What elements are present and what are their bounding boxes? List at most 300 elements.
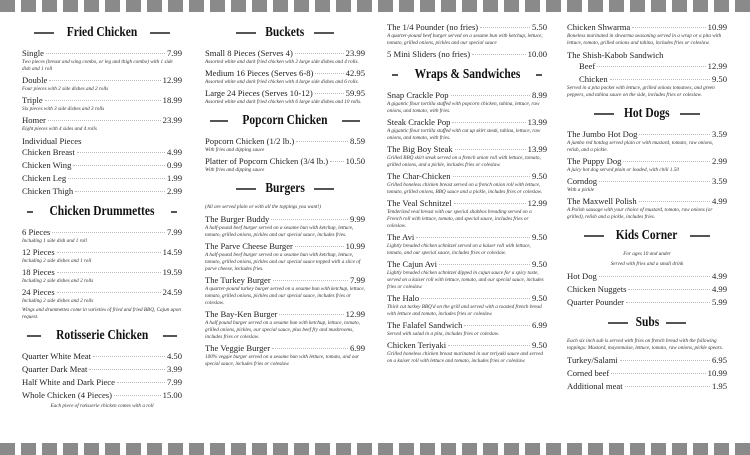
menu-item-row — [205, 48, 365, 59]
item-price: 9.50 — [531, 259, 547, 269]
menu-item-row — [567, 176, 727, 187]
menu-item — [22, 267, 182, 285]
dot-leader — [639, 134, 710, 135]
bottom-stripe-border — [0, 443, 750, 455]
menu-item-row — [205, 309, 365, 320]
item-price: 23.99 — [345, 48, 365, 58]
menu-item-row — [205, 68, 365, 79]
dot-leader — [620, 360, 710, 361]
menu-item — [567, 61, 727, 72]
item-name: Chicken Shwarma — [567, 22, 631, 32]
item-price: 5.50 — [531, 22, 547, 32]
item-name: Corndog — [567, 176, 598, 186]
item-name: The Cajun Avi — [387, 259, 437, 269]
dot-leader — [639, 201, 710, 202]
menu-item — [22, 287, 182, 305]
menu-item — [387, 117, 547, 142]
menu-section — [205, 180, 365, 368]
menu-item — [387, 171, 547, 196]
menu-column-3 — [387, 22, 547, 367]
item-description: With a pickle — [567, 187, 595, 193]
menu-section — [22, 327, 182, 410]
menu-item — [205, 88, 365, 106]
section-note: Served with fries and a small drink — [610, 261, 684, 267]
item-name: The Big Boy Steak — [387, 144, 453, 154]
item-description: Four pieces with 2 side dishes and 2 rolls — [22, 86, 109, 92]
item-name: Quarter White Meat — [22, 351, 92, 361]
section-title: Kids Corner — [616, 228, 678, 243]
menu-item — [387, 259, 547, 291]
menu-item — [387, 49, 547, 60]
menu-item-row — [205, 343, 365, 354]
item-price: 3.59 — [711, 176, 727, 186]
menu-item-row — [205, 156, 365, 167]
section-heading — [205, 112, 365, 130]
dot-leader — [296, 141, 348, 142]
menu-item — [205, 309, 365, 341]
menu-item — [205, 68, 365, 86]
menu-section — [205, 24, 365, 106]
dot-leader — [599, 181, 710, 182]
menu-item — [387, 320, 547, 338]
section-heading — [567, 314, 727, 332]
dot-leader — [45, 100, 161, 101]
item-description: Eight pieces with 4 sides and 4 rolls — [22, 126, 97, 132]
dot-leader — [611, 373, 705, 374]
item-price: 9.50 — [531, 340, 547, 350]
top-stripe-border — [0, 0, 750, 12]
item-price: 9.50 — [531, 171, 547, 181]
menu-item — [387, 22, 547, 47]
dot-leader — [625, 386, 710, 387]
heading-rule — [171, 211, 177, 213]
item-name: Chicken Teriyaki — [387, 340, 447, 350]
menu-section — [387, 22, 547, 60]
item-name: Chicken Thigh — [22, 186, 74, 196]
menu-item — [567, 368, 727, 379]
item-price: 6.99 — [349, 343, 365, 353]
menu-item-row — [387, 320, 547, 331]
item-price: 12.99 — [162, 75, 182, 85]
item-price: 2.99 — [711, 156, 727, 166]
dot-leader — [626, 302, 710, 303]
item-price: 10.99 — [707, 368, 727, 378]
item-description: 100% veggie burger served on a sesame bun with lettuce, tomato, and our special sauce, includes fries or coleslaw. — [205, 354, 359, 367]
item-name: The Puppy Dog — [567, 156, 622, 166]
item-price: 4.50 — [166, 351, 182, 361]
menu-item-row — [22, 247, 182, 258]
menu-item-row — [567, 156, 727, 167]
item-price: 1.95 — [711, 381, 727, 391]
menu-item — [22, 160, 182, 171]
menu-item-row — [567, 22, 727, 33]
item-name: Snap Crackle Pop — [387, 90, 449, 100]
dot-leader — [48, 120, 161, 121]
dot-leader — [271, 219, 348, 220]
menu-item-row — [22, 160, 182, 171]
menu-section — [22, 24, 182, 197]
section-title: Chicken Drummettes — [49, 204, 155, 219]
item-name: The Veggie Burger — [205, 343, 271, 353]
dot-leader — [52, 232, 165, 233]
item-price: 10.99 — [707, 22, 727, 32]
item-price: 1.99 — [166, 173, 182, 183]
item-description: Including 2 side dishes and 2 rolls — [22, 278, 94, 284]
heading-rule — [34, 32, 54, 34]
section-heading — [22, 203, 182, 221]
menu-item-row — [567, 381, 727, 392]
item-price: 2.99 — [166, 186, 182, 196]
menu-item-row — [22, 377, 182, 388]
heading-rule — [690, 235, 710, 237]
menu-item — [567, 196, 727, 221]
item-price: 12.99 — [707, 61, 727, 71]
dot-leader — [439, 264, 530, 265]
menu-item — [387, 144, 547, 169]
dot-leader — [480, 27, 530, 28]
menu-item-row — [205, 241, 365, 252]
item-name: Double — [22, 75, 48, 85]
menu-section — [567, 227, 727, 308]
dot-leader — [117, 382, 165, 383]
menu-item-row — [387, 340, 547, 351]
item-description: With fries and dipping sauce — [205, 147, 265, 153]
menu-item-row — [205, 88, 365, 99]
menu-section — [567, 105, 727, 221]
dot-leader — [272, 348, 348, 349]
heading-rule — [392, 74, 398, 76]
menu-item-row — [387, 22, 547, 33]
item-name: 6 Pieces — [22, 227, 51, 237]
item-price: 0.99 — [166, 160, 182, 170]
menu-item — [22, 95, 182, 113]
menu-item-row — [567, 61, 727, 72]
menu-item — [567, 156, 727, 174]
menu-item — [22, 227, 182, 245]
item-name: The Burger Buddy — [205, 214, 270, 224]
section-title: Wraps & Sandwiches — [414, 67, 520, 82]
item-price: 23.99 — [162, 115, 182, 125]
menu-item-row — [205, 275, 365, 286]
item-description: A quarter-pound turkey burger served on a sesame bun with ketchup, lettuce, tomato, grilled onions, pickles and our special sauce, includes fries or coleslaw. — [205, 286, 365, 306]
menu-item — [205, 156, 365, 174]
menu-item-row — [387, 259, 547, 270]
menu-item — [567, 22, 727, 47]
section-heading — [567, 105, 727, 123]
menu-column-2 — [205, 18, 365, 370]
section-note: Each piece of rotisserie chicken comes with a roll — [50, 403, 154, 409]
section-title: Hot Dogs — [624, 106, 670, 121]
menu-item — [387, 340, 547, 365]
menu-item-row — [387, 293, 547, 304]
section-note: (All are served plain or with all the toppings you want!) — [205, 204, 321, 210]
item-price: 4.99 — [711, 284, 727, 294]
item-price: 9.50 — [531, 232, 547, 242]
heading-rule — [27, 335, 41, 337]
menu-item — [205, 136, 365, 154]
item-name: Turkey/Salami — [567, 355, 618, 365]
menu-item — [22, 173, 182, 184]
dot-leader — [77, 152, 165, 153]
item-description: Grilled BBQ skirt steak served on a french onion roll with lettuce, tomato, grilled onions, and a pickle, includes fries or coleslaw. — [387, 155, 541, 168]
item-description: Assorted white and dark fried chicken with 6 large side dishes and 10 rolls. — [205, 99, 362, 105]
item-price: 7.99 — [166, 48, 182, 58]
item-description: Grilled boneless chicken breast served on a french onion roll with lettuce, tomato, grilled onions, BBQ sauce and a pickle, includes fries or coleslaw. — [387, 182, 543, 195]
item-name: Chicken Leg — [22, 173, 67, 183]
item-name: The Turkey Burger — [205, 275, 271, 285]
menu-item-row — [567, 368, 727, 379]
item-name: Steak Crackle Pop — [387, 117, 451, 127]
item-price: 42.95 — [345, 68, 365, 78]
section-title: Buckets — [265, 25, 305, 40]
subheading: Individual Pieces — [22, 136, 82, 146]
menu-item-row — [567, 297, 727, 308]
item-price: 4.99 — [166, 147, 182, 157]
item-price: 9.50 — [531, 293, 547, 303]
menu-item — [22, 377, 182, 388]
menu-item — [205, 343, 365, 368]
item-name: Whole Chicken (4 Pieces) — [22, 390, 112, 400]
dot-leader — [73, 165, 165, 166]
subheading: The Shish-Kabob Sandwich — [567, 50, 664, 60]
item-price: 10.99 — [345, 241, 365, 251]
menu-section — [567, 314, 727, 392]
menu-item-row — [22, 186, 182, 197]
dot-leader — [315, 73, 343, 74]
dot-leader — [628, 289, 710, 290]
item-name: Beef — [579, 61, 596, 71]
item-name: Medium 16 Pieces (Serves 6-8) — [205, 68, 314, 78]
item-name: Triple — [22, 95, 43, 105]
menu-item — [22, 48, 182, 73]
heading-rule — [27, 211, 33, 213]
item-price: 6.99 — [531, 320, 547, 330]
menu-item — [205, 241, 365, 273]
menu-item — [567, 355, 727, 366]
menu-section — [387, 66, 547, 365]
item-name: Chicken Breast — [22, 147, 75, 157]
item-name: 12 Pieces — [22, 247, 55, 257]
dot-leader — [273, 280, 348, 281]
dot-leader — [597, 66, 705, 67]
section-title: Fried Chicken — [66, 25, 138, 40]
menu-item — [22, 75, 182, 93]
menu-item-row — [22, 115, 182, 126]
heading-rule — [163, 335, 177, 337]
menu-item — [567, 297, 727, 308]
item-name: Half White and Dark Piece — [22, 377, 115, 387]
dot-leader — [453, 176, 530, 177]
item-price: 7.99 — [166, 227, 182, 237]
menu-item-row — [205, 214, 365, 225]
item-description: A half-pound beef burger served on a sesame bun with ketchup, lettuce, tomato, grilled onions, pickles and our special sauce topped with a slice of parve cheese, includes fries. — [205, 252, 361, 272]
menu-item — [567, 176, 727, 194]
heading-rule — [666, 322, 686, 324]
menu-item — [22, 364, 182, 375]
item-description: A jumbo red hotdog served plain or with mustard, tomato, raw onions, relish, and a pickle. — [567, 140, 714, 153]
menu-item — [22, 351, 182, 362]
dot-leader — [448, 345, 530, 346]
section-heading — [205, 24, 365, 42]
menu-item — [22, 115, 182, 133]
menu-item-row — [387, 232, 547, 243]
item-name: Large 24 Pieces (Serves 10-12) — [205, 88, 313, 98]
menu-item — [387, 232, 547, 257]
item-name: 18 Pieces — [22, 267, 55, 277]
item-price: 8.99 — [531, 90, 547, 100]
dot-leader — [57, 292, 161, 293]
menu-item — [567, 74, 727, 99]
dot-leader — [416, 237, 530, 238]
dot-leader — [330, 161, 344, 162]
menu-item-row — [567, 284, 727, 295]
menu-item-row — [567, 355, 727, 366]
dot-leader — [68, 178, 165, 179]
heading-rule — [342, 120, 360, 122]
menu-item-row — [567, 129, 727, 140]
dot-leader — [295, 53, 344, 54]
heading-rule — [314, 32, 334, 34]
item-description: Boneless marinated in shwarma seasoning served in a wrap or a pita with lettuce, tomato, grilled onions and tahina, includes fries or coleslaw. — [567, 33, 722, 46]
menu-item-row — [22, 351, 182, 362]
section-title: Burgers — [265, 181, 305, 196]
dot-leader — [114, 395, 161, 396]
menu-item — [567, 129, 727, 154]
item-name: Single — [22, 48, 44, 58]
menu-item-row — [22, 75, 182, 86]
item-name: Small 8 Pieces (Serves 4) — [205, 48, 293, 58]
dot-leader — [451, 95, 530, 96]
dot-leader — [315, 93, 344, 94]
menu-item — [205, 275, 365, 307]
item-description: A half-pound beef burger served on a sesame bun with ketchup, lettuce, tomato, grilled onions, pickles and our special sauce, includes fries. — [205, 225, 354, 238]
heading-rule — [608, 322, 628, 324]
item-description: Two pieces (breast and wing combo, or leg and thigh combo) with 1 side dish and 1 roll — [22, 59, 173, 72]
item-description: Tenderized veal breast with our special shabbos breading served on a French roll with lettuce, tomato, and special sauce, includes fries or coleslaw. — [387, 209, 532, 229]
item-name: The Jumbo Hot Dog — [567, 129, 638, 139]
menu-item-row — [22, 390, 182, 401]
menu-item-row — [567, 196, 727, 207]
menu-item-row — [387, 90, 547, 101]
item-description: Including 2 side dishes and 1 roll — [22, 258, 92, 264]
item-name: Homer — [22, 115, 46, 125]
item-price: 9.50 — [711, 74, 727, 84]
dot-leader — [452, 122, 525, 123]
section-heading — [567, 227, 727, 245]
item-price: 4.99 — [711, 196, 727, 206]
item-price: 13.99 — [527, 144, 547, 154]
section-title: Rotisserie Chicken — [55, 328, 149, 343]
item-description: A juicy hot dog served plain or loaded, with chili 1.50 — [567, 167, 679, 173]
section-heading — [22, 24, 182, 42]
item-price: 14.59 — [162, 247, 182, 257]
dot-leader — [599, 276, 710, 277]
menu-item-row — [205, 136, 365, 147]
item-description: With fries and dipping sauce — [205, 167, 265, 173]
menu-item — [387, 293, 547, 318]
menu-item — [205, 214, 365, 239]
dot-leader — [464, 325, 530, 326]
menu-item-row — [387, 171, 547, 182]
item-description: A quarter-pound beef burger served on a sesame bun with ketchup, lettuce, tomato, grilled onions, pickles and our special sauce — [387, 33, 543, 46]
item-description: A gigantic flour tortilla stuffed with popcorn chicken, tahina, lettuce, raw onions, and tomato, with fries. — [387, 101, 540, 114]
item-price: 10.50 — [345, 156, 365, 166]
item-price: 7.99 — [166, 377, 182, 387]
section-heading — [22, 327, 182, 345]
item-price: 12.99 — [345, 309, 365, 319]
item-price: 10.00 — [527, 49, 547, 59]
item-price: 15.00 — [162, 390, 182, 400]
section-note: Each six inch sub is served with fries on french bread with the following toppings: Mustard, mayonnaise, lettuce, tomato, raw onions, pickle spears. — [567, 338, 723, 351]
dot-leader — [455, 149, 526, 150]
menu-item — [567, 271, 727, 282]
menu-item-row — [22, 287, 182, 298]
item-price: 9.99 — [349, 214, 365, 224]
item-description: A half pound burger served on a sesame bun with ketchup, lettuce, tomato, grilled onions, pickles, our special sauce, plus beef fry and mushrooms, includes fries or coleslaw. — [205, 320, 360, 340]
item-name: Chicken — [579, 74, 608, 84]
item-description: A gigantic flour tortilla stuffed with cut up skirt steak, tahina, lettuce, raw onions, and tomato, with fries. — [387, 128, 541, 141]
item-name: The Halo — [387, 293, 420, 303]
item-name: The Veal Schnitzel — [387, 198, 452, 208]
menu-item — [205, 48, 365, 66]
item-name: Chicken Wing — [22, 160, 72, 170]
section-title: Popcorn Chicken — [242, 113, 328, 128]
item-price: 3.59 — [711, 129, 727, 139]
menu-item — [387, 90, 547, 115]
item-name: Hot Dog — [567, 271, 597, 281]
menu-item-row — [22, 147, 182, 158]
menu-section — [22, 203, 182, 321]
menu-item — [22, 390, 182, 401]
menu-item — [22, 147, 182, 158]
menu-item — [22, 247, 182, 265]
item-name: The Maxwell Polish — [567, 196, 637, 206]
section-title: Subs — [635, 315, 659, 330]
item-description: Assorted white and dark fried chicken with 4 large side dishes and 6 rolls. — [205, 79, 359, 85]
item-name: Popcorn Chicken (1/2 lb.) — [205, 136, 295, 146]
menu-item-row — [567, 271, 727, 282]
dot-leader — [421, 298, 530, 299]
item-description: Served in a pita pocket with lettuce, grilled onions tomatoes, and green peppers, and tahina sauce on the side, includes fries or coleslaw. — [567, 85, 715, 98]
item-name: 24 Pieces — [22, 287, 55, 297]
menu-item-row — [387, 117, 547, 128]
item-description: Grilled boneless chicken breast marinated in our teriyaki sauce and served on a kaiser roll with lettuce and tomato, includes fries or coleslaw. — [387, 351, 543, 364]
item-description: Including 1 side dish and 1 roll — [22, 238, 87, 244]
item-description: Six pieces with 3 side dishes and 3 rolls — [22, 106, 105, 112]
item-name: Quarter Pounder — [567, 297, 625, 307]
item-description: Thick cut turkey BBQ'd on the grill and served with a toasted french bread with lettuce and tomato, includes fries or coleslaw. — [387, 304, 542, 317]
section-heading — [387, 66, 547, 84]
item-price: 4.99 — [711, 271, 727, 281]
menu-item-row — [22, 364, 182, 375]
dot-leader — [454, 203, 526, 204]
item-name: Corned beef — [567, 368, 610, 378]
section-heading — [205, 180, 365, 198]
item-name: The Parve Cheese Burger — [205, 241, 293, 251]
dot-leader — [49, 80, 160, 81]
dot-leader — [57, 272, 161, 273]
dot-leader — [75, 191, 165, 192]
item-price: 18.99 — [162, 95, 182, 105]
item-name: Chicken Nuggets — [567, 284, 627, 294]
menu-item-row — [22, 95, 182, 106]
item-price: 3.99 — [166, 364, 182, 374]
menu-item-row — [22, 173, 182, 184]
item-name: Quarter Dark Meat — [22, 364, 88, 374]
heading-rule — [236, 32, 256, 34]
heading-rule — [314, 188, 334, 190]
item-name: 5 Mini Sliders (no fries) — [387, 49, 471, 59]
